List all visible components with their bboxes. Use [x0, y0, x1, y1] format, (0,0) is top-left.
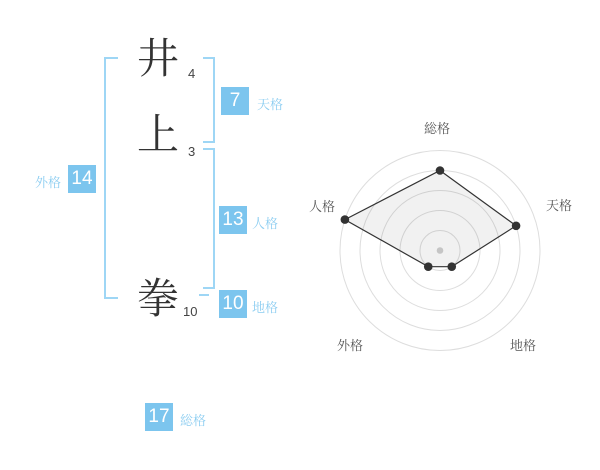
jinkaku-label: 人格: [252, 216, 279, 231]
chikaku-value-box: 10: [219, 290, 247, 318]
radar-data-point: [447, 262, 456, 271]
radar-data-point: [512, 221, 521, 230]
gaikaku-bracket: [104, 57, 118, 299]
jinkaku-bracket: [203, 148, 215, 289]
radar-data-point: [424, 262, 433, 271]
chikaku-tick: [199, 294, 209, 296]
radar-axis-label: 総格: [423, 121, 451, 136]
chikaku-label: 地格: [252, 300, 279, 315]
soukaku-label: 総格: [180, 413, 207, 428]
radar-axis-label: 外格: [336, 338, 363, 353]
radar-axis-label: 人格: [308, 199, 335, 214]
stroke-count-3: 10: [183, 304, 198, 319]
radar-data-point: [436, 166, 445, 175]
name-character-3: 拳: [137, 275, 180, 322]
radar-axis-label: 天格: [546, 198, 573, 213]
radar-center-dot: [437, 247, 444, 254]
soukaku-value-box: 17: [145, 403, 173, 431]
name-character-2: 上: [137, 111, 180, 158]
radar-data-polygon: [345, 171, 516, 267]
name-character-1: 井: [137, 35, 180, 82]
gaikaku-label: 外格: [35, 175, 62, 190]
tenkaku-label: 天格: [257, 97, 284, 112]
tenkaku-value-box: 7: [221, 87, 249, 115]
stroke-count-2: 3: [188, 144, 196, 159]
radar-data-point: [341, 215, 350, 224]
tenkaku-bracket: [203, 57, 215, 143]
stroke-count-1: 4: [188, 66, 196, 81]
kaku-radar-chart: [300, 110, 580, 370]
gaikaku-value-box: 14: [68, 165, 96, 193]
radar-axis-label: 地格: [510, 338, 537, 353]
jinkaku-value-box: 13: [219, 206, 247, 234]
